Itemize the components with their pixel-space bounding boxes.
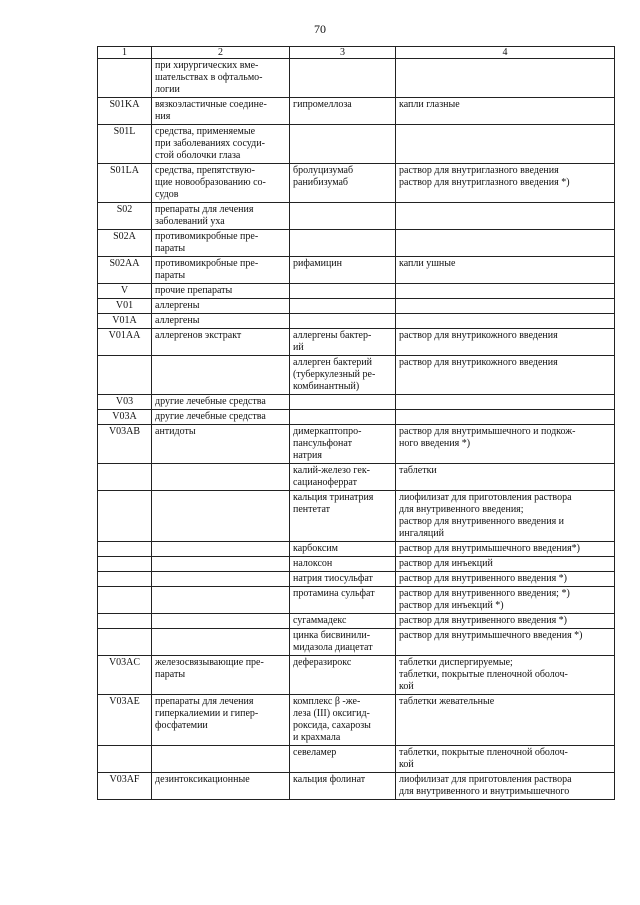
table-header-row xyxy=(98,47,615,59)
code-cell: S01L xyxy=(98,125,152,164)
table-row xyxy=(98,773,615,800)
table-row xyxy=(98,395,615,410)
group-cell: аллергенов экстракт xyxy=(152,329,290,356)
page-number: 70 xyxy=(314,22,326,36)
drug-cell: сугаммадекс xyxy=(290,614,396,629)
table-row xyxy=(98,656,615,695)
group-cell: противомикробные пре- параты xyxy=(152,257,290,284)
form-cell xyxy=(396,230,615,257)
table-row xyxy=(98,257,615,284)
code-cell: V03AE xyxy=(98,695,152,746)
code-cell: V03AF xyxy=(98,773,152,800)
header-cell: 1 xyxy=(98,47,152,59)
group-cell xyxy=(152,356,290,395)
drug-cell xyxy=(290,125,396,164)
table-row xyxy=(98,695,615,746)
group-cell xyxy=(152,464,290,491)
drug-cell: калий-железо гек- сацианоферрат xyxy=(290,464,396,491)
drug-cell: кальция тринатрия пентетат xyxy=(290,491,396,542)
code-cell xyxy=(98,629,152,656)
code-cell: S01KA xyxy=(98,98,152,125)
code-cell: V03AC xyxy=(98,656,152,695)
group-cell: препараты для лечения заболеваний уха xyxy=(152,203,290,230)
table-row xyxy=(98,125,615,164)
drug-cell xyxy=(290,395,396,410)
drug-cell xyxy=(290,203,396,230)
table-row xyxy=(98,356,615,395)
drug-cell: натрия тиосульфат xyxy=(290,572,396,587)
code-cell xyxy=(98,746,152,773)
table-row xyxy=(98,491,615,542)
table-row xyxy=(98,410,615,425)
table-body xyxy=(98,47,615,800)
table-row xyxy=(98,587,615,614)
form-cell xyxy=(396,284,615,299)
form-cell xyxy=(396,203,615,230)
code-cell: V xyxy=(98,284,152,299)
form-cell: лиофилизат для приготовления раствора для внутривенного введения; раствор для внутривенного введения и ингаляций xyxy=(396,491,615,542)
table-row xyxy=(98,629,615,656)
code-cell: S02 xyxy=(98,203,152,230)
form-cell xyxy=(396,395,615,410)
group-cell: аллергены xyxy=(152,299,290,314)
group-cell: вязкоэластичные соедине- ния xyxy=(152,98,290,125)
group-cell xyxy=(152,557,290,572)
drug-cell: налоксон xyxy=(290,557,396,572)
table-row xyxy=(98,230,615,257)
form-cell: таблетки xyxy=(396,464,615,491)
table-row xyxy=(98,329,615,356)
group-cell xyxy=(152,629,290,656)
code-cell xyxy=(98,557,152,572)
form-cell: раствор для внутрикожного введения xyxy=(396,356,615,395)
form-cell xyxy=(396,299,615,314)
code-cell xyxy=(98,572,152,587)
table-row xyxy=(98,299,615,314)
code-cell: V01AA xyxy=(98,329,152,356)
group-cell xyxy=(152,614,290,629)
table-row xyxy=(98,59,615,98)
form-cell: таблетки жевательные xyxy=(396,695,615,746)
drug-cell: рифамицин xyxy=(290,257,396,284)
form-cell xyxy=(396,314,615,329)
drug-cell: протамина сульфат xyxy=(290,587,396,614)
form-cell: раствор для инъекций xyxy=(396,557,615,572)
code-cell xyxy=(98,464,152,491)
table-row xyxy=(98,464,615,491)
group-cell: средства, препятствую- щие новообразованию со- судов xyxy=(152,164,290,203)
group-cell: средства, применяемые при заболеваниях сосуди- стой оболочки глаза xyxy=(152,125,290,164)
drug-cell: цинка бисвинили- мидазола диацетат xyxy=(290,629,396,656)
code-cell xyxy=(98,491,152,542)
form-cell: раствор для внутрикожного введения xyxy=(396,329,615,356)
form-cell: капли ушные xyxy=(396,257,615,284)
code-cell xyxy=(98,356,152,395)
group-cell: железосвязывающие пре- параты xyxy=(152,656,290,695)
form-cell: таблетки диспергируемые; таблетки, покрытые пленочной оболоч- кой xyxy=(396,656,615,695)
code-cell: S02A xyxy=(98,230,152,257)
code-cell: V01 xyxy=(98,299,152,314)
drug-cell: димеркаптопро- пансульфонат натрия xyxy=(290,425,396,464)
drug-table xyxy=(97,46,615,800)
form-cell: лиофилизат для приготовления раствора для внутривенного и внутримышечного xyxy=(396,773,615,800)
form-cell: раствор для внутримышечного введения *) xyxy=(396,629,615,656)
header-cell: 2 xyxy=(152,47,290,59)
table-row xyxy=(98,284,615,299)
group-cell xyxy=(152,542,290,557)
drug-cell: севеламер xyxy=(290,746,396,773)
drug-cell: бролуцизумаб ранибизумаб xyxy=(290,164,396,203)
drug-cell xyxy=(290,299,396,314)
group-cell: другие лечебные средства xyxy=(152,410,290,425)
drug-cell: деферазирокс xyxy=(290,656,396,695)
table-row xyxy=(98,314,615,329)
group-cell: антидоты xyxy=(152,425,290,464)
group-cell: при хирургических вме- шательствах в офтальмо- логии xyxy=(152,59,290,98)
drug-cell xyxy=(290,59,396,98)
table-row xyxy=(98,614,615,629)
form-cell: раствор для внутриглазного введения раствор для внутриглазного введения *) xyxy=(396,164,615,203)
code-cell: S02AA xyxy=(98,257,152,284)
drug-cell xyxy=(290,314,396,329)
table-row xyxy=(98,164,615,203)
group-cell: другие лечебные средства xyxy=(152,395,290,410)
drug-cell: кальция фолинат xyxy=(290,773,396,800)
form-cell: таблетки, покрытые пленочной оболоч- кой xyxy=(396,746,615,773)
code-cell xyxy=(98,59,152,98)
code-cell: V03AB xyxy=(98,425,152,464)
table-row xyxy=(98,98,615,125)
table-row xyxy=(98,542,615,557)
drug-cell: карбоксим xyxy=(290,542,396,557)
group-cell: прочие препараты xyxy=(152,284,290,299)
group-cell: противомикробные пре- параты xyxy=(152,230,290,257)
code-cell: V03 xyxy=(98,395,152,410)
group-cell: дезинтоксикационные xyxy=(152,773,290,800)
code-cell xyxy=(98,614,152,629)
form-cell xyxy=(396,125,615,164)
form-cell xyxy=(396,410,615,425)
group-cell xyxy=(152,491,290,542)
group-cell: аллергены xyxy=(152,314,290,329)
drug-cell: гипромеллоза xyxy=(290,98,396,125)
code-cell: S01LA xyxy=(98,164,152,203)
form-cell: раствор для внутривенного введения; *) раствор для инъекций *) xyxy=(396,587,615,614)
form-cell: капли глазные xyxy=(396,98,615,125)
form-cell: раствор для внутривенного введения *) xyxy=(396,572,615,587)
table-row xyxy=(98,746,615,773)
drug-cell: аллерген бактерий (туберкулезный ре- комбинантный) xyxy=(290,356,396,395)
code-cell: V01A xyxy=(98,314,152,329)
header-cell: 3 xyxy=(290,47,396,59)
form-cell: раствор для внутримышечного введения*) xyxy=(396,542,615,557)
code-cell xyxy=(98,587,152,614)
drug-cell xyxy=(290,284,396,299)
group-cell xyxy=(152,746,290,773)
form-cell xyxy=(396,59,615,98)
drug-cell: аллергены бактер- ий xyxy=(290,329,396,356)
table-row xyxy=(98,425,615,464)
table-row xyxy=(98,557,615,572)
group-cell xyxy=(152,587,290,614)
group-cell xyxy=(152,572,290,587)
table-row xyxy=(98,203,615,230)
drug-cell: комплекс β -же- леза (III) оксигид- роксида, сахарозы и крахмала xyxy=(290,695,396,746)
drug-cell xyxy=(290,230,396,257)
form-cell: раствор для внутривенного введения *) xyxy=(396,614,615,629)
code-cell xyxy=(98,542,152,557)
group-cell: препараты для лечения гиперкалиемии и гипер- фосфатемии xyxy=(152,695,290,746)
header-cell: 4 xyxy=(396,47,615,59)
table-row xyxy=(98,572,615,587)
drug-cell xyxy=(290,410,396,425)
code-cell: V03A xyxy=(98,410,152,425)
form-cell: раствор для внутримышечного и подкож- ного введения *) xyxy=(396,425,615,464)
